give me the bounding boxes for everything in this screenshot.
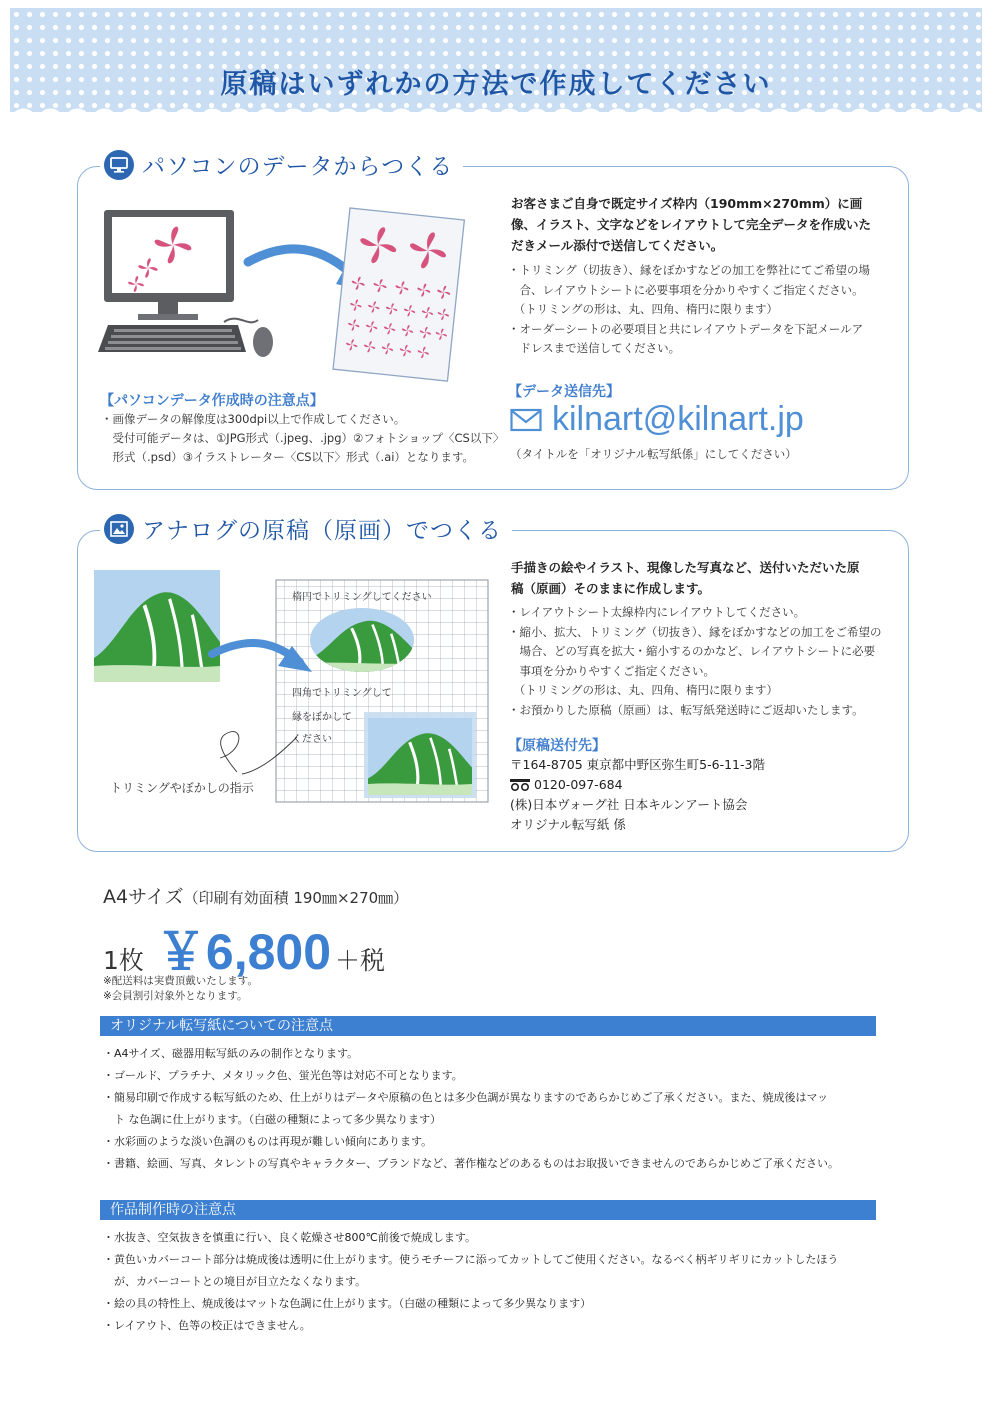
email-link[interactable]: kilnart@kilnart.jp	[552, 400, 804, 438]
analog-bullets: ・レイアウトシート太線枠内にレイアウトしてください。 ・縮小、拡大、トリミング（切抜き）、縁をぼかすなどの加工をご希望の 場合、どの写真を拡大・縮小するのかなど、レイアウトシートに必要 事項を分かりやすくご指定ください。 （トリミングの形は、丸、四角、楕円に限ります） ・お預かりした原稿（原画）は、転写紙発送時にご返却いたします。	[508, 605, 882, 717]
email-note: （タイトルを「オリジナル転写紙係」にしてください）	[510, 447, 797, 461]
page-title: 原稿はいずれかの方法で作成してください	[220, 69, 772, 100]
header-banner	[10, 8, 982, 112]
mail-to-title: 【原稿送付先】	[508, 738, 606, 754]
analog-intro: 手描きの絵やイラスト、現像した写真など、送付いただいた原 稿（原画）そのままに作成します。	[511, 560, 860, 596]
size-detail: （印刷有効面積 190㎜×270㎜）	[183, 889, 409, 907]
mail-icon	[510, 408, 542, 432]
trimming-caption: トリミングやぼかしの指示	[110, 781, 254, 795]
monitor-icon	[104, 150, 134, 180]
scallop-edge	[10, 98, 982, 122]
handwriting-square: 四角でトリミングして	[292, 688, 392, 699]
pc-section-title: パソコンのデータからつくる	[142, 154, 454, 180]
pc-bullets: ・トリミング（切抜き）、縁をぼかすなどの加工を弊社にてご希望の場 合、レイアウトシートに必要事項を分かりやすくご指定ください。 （トリミングの形は、丸、四角、楕円に限ります） ・オーダーシートの必要項目と共にレイアウトデータを下記メールア ドレスまで送信してください。	[508, 263, 871, 355]
handwriting-ellipse: 楕円でトリミングしてください	[292, 592, 432, 603]
size-line	[103, 882, 408, 909]
production-notes-bar: 作品制作時の注意点	[100, 1200, 876, 1220]
handwriting-blur: 縁をぼかして	[292, 712, 352, 723]
transfer-notes-list: ・A4サイズ、磁器用転写紙のみの制作となります。 ・ゴールド、プラチナ、メタリック色、蛍光色等は対応不可となります。 ・簡易印刷で作成する転写紙のため、仕上がりはデータや原稿の色とは多少色調が異なりますのであらかじめご了承ください。また、焼成後はマッ ト な色調に仕上がります。（白磁の種類によって多少異なります） ・水彩画のような淡い色調のものは再現が難しい傾向にあります。 ・書籍、絵画、写真、タレントの写真やキャラクター、ブランドなど、著作権などのあるものはお取扱いできませんのであらかじめご了承ください。	[103, 1047, 840, 1170]
production-notes-list: ・水抜き、空気抜きを慎重に行い、良く乾燥させ800℃前後で焼成します。 ・黄色いカバーコート部分は焼成後は透明に仕上がります。使うモチーフに添ってカットしてご使用ください。なるべく柄ギリギリにカットしたほう が、カバーコートとの境目が目立たなくなります。 ・絵の具の特性上、焼成後はマットな色調に仕上がります。（白磁の種類によって多少異なります） ・レイアウト、色等の校正はできません。	[103, 1231, 839, 1332]
price-notes: ※配送料は実費頂戴いたします。 ※会員割引対象外となります。	[103, 975, 258, 1002]
pc-section-header	[100, 148, 463, 181]
data-send-title: 【データ送信先】	[508, 384, 620, 400]
picture-icon	[104, 514, 134, 544]
email-row	[510, 400, 804, 439]
pc-notes-title: 【パソコンデータ作成時の注意点】	[100, 393, 324, 409]
free-dial-icon	[510, 779, 530, 791]
analog-illustration	[92, 562, 492, 807]
price-qty: 1枚	[103, 946, 144, 975]
pc-illustration	[98, 200, 478, 390]
analog-section-header	[100, 512, 512, 545]
phone-number: 0120-097-684	[534, 777, 623, 792]
handwriting-please: ください	[292, 734, 332, 745]
pc-notes: ・画像データの解像度は300dpi以上で作成してください。 受付可能データは、①JPG形式（.jpeg、.jpg）②フォトショップ〈CS以下〉 形式（.psd）③イラストレーター〈CS以下〉形式（.ai）となります。	[101, 412, 505, 464]
pc-intro: お客さまご自身で既定サイズ枠内（190mm×270mm）に画 像、イラスト、文字などをレイアウトして完全データを作成いた だきメール添付で送信してください。	[511, 196, 872, 253]
price-tax: ＋税	[335, 946, 386, 975]
analog-section-title: アナログの原稿（原画）でつくる	[142, 518, 502, 544]
size-label: A4サイズ	[103, 886, 184, 908]
mail-address: 〒164-8705 東京都中野区弥生町5-6-11-3階 0120-097-684 (株)日本ヴォーグ社 日本キルンアート協会 オリジナル転写紙 係	[510, 757, 765, 832]
price-value: ￥6,800	[155, 924, 332, 980]
transfer-notes-bar: オリジナル転写紙についての注意点	[100, 1016, 876, 1036]
